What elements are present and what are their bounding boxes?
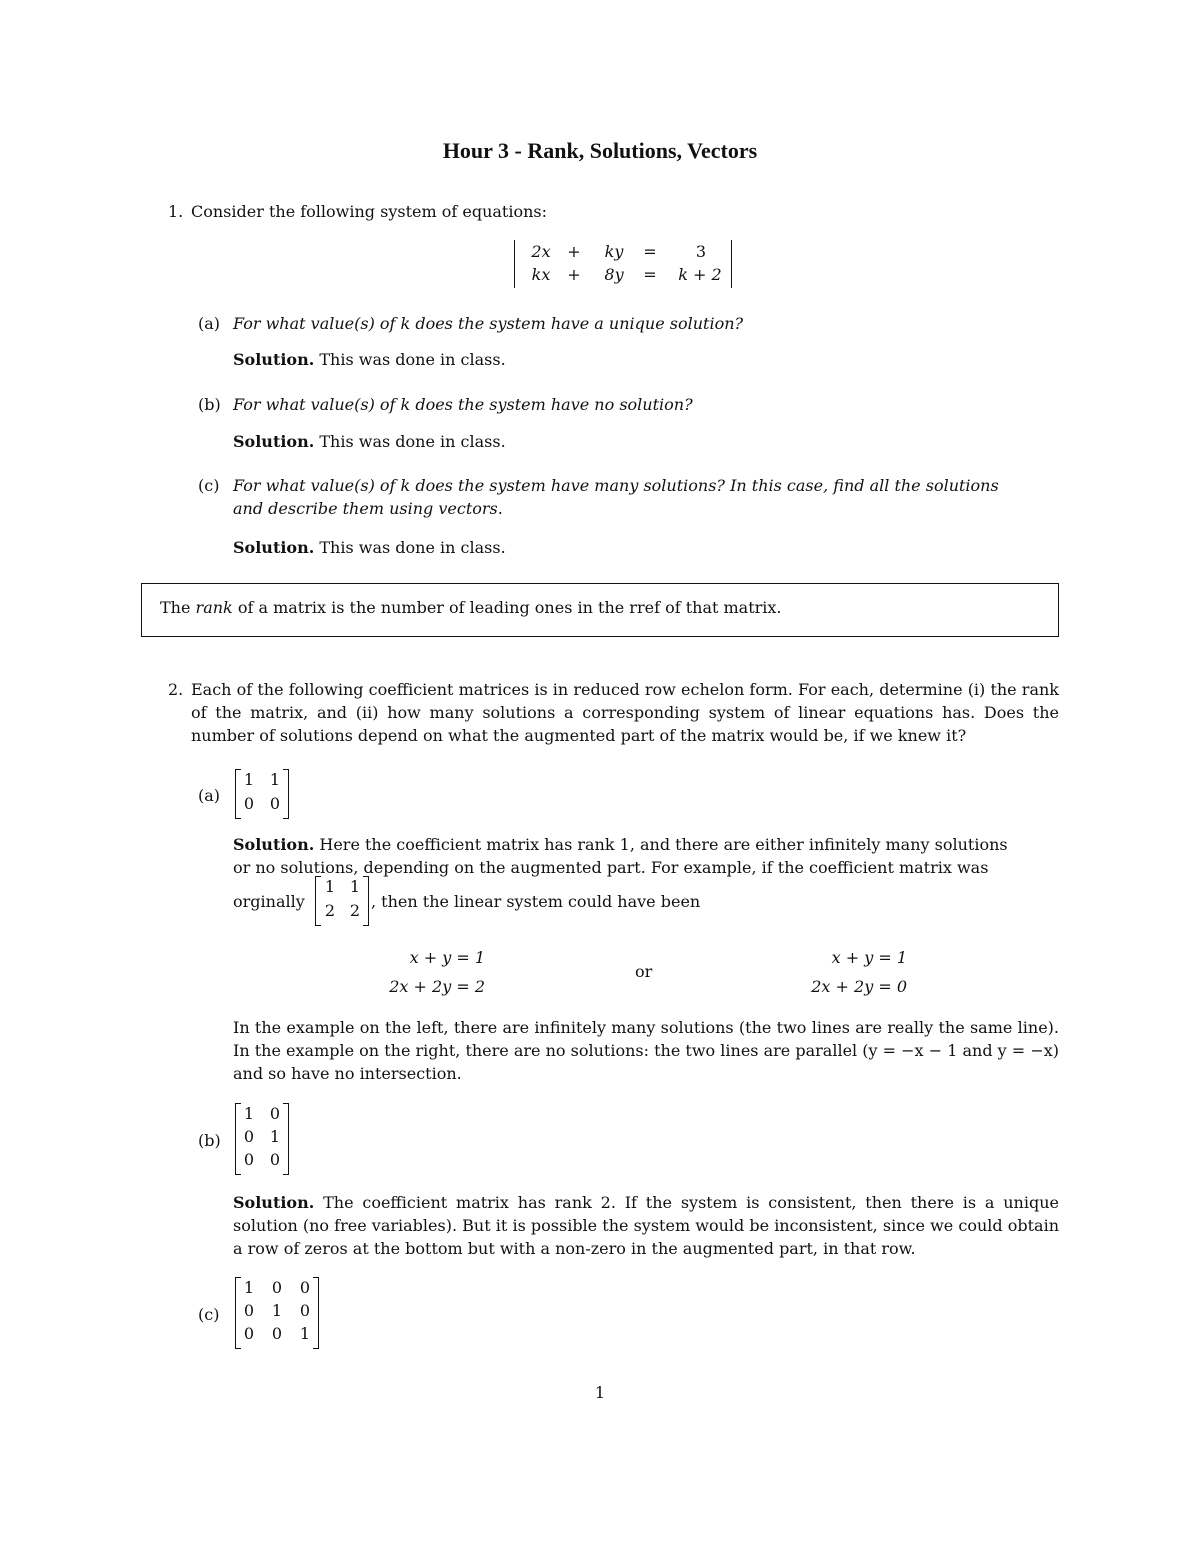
left-equation-2: 2x + 2y = 2	[389, 977, 485, 996]
solution-text: This was done in class.	[319, 432, 506, 451]
matrix-cell: 1	[299, 1324, 311, 1343]
matrix-cell: 0	[271, 1278, 283, 1297]
system-cell: kx	[531, 265, 551, 284]
matrix-cell: 0	[243, 1150, 255, 1169]
part-2b-label: (b)	[198, 1131, 221, 1150]
matrix-cell: 1	[349, 877, 361, 896]
system-cell: =	[643, 242, 657, 261]
system-cell: =	[643, 265, 657, 284]
matrix-cell: 0	[243, 1127, 255, 1146]
problem-2-intro: Each of the following coefficient matrices is in reduced row echelon form. For each, determine (i) the rank of the matrix, and (ii) how many solutions a corresponding system of linear equations has. Does the number of solutions depend on what the augmented part of the matrix would be, if we knew it?	[191, 680, 1059, 745]
matrix-cell: 1	[269, 770, 281, 789]
part-2a-solution-line1	[233, 833, 1008, 856]
page-title: Hour 3 - Rank, Solutions, Vectors	[442, 138, 758, 163]
right-equation-2: 2x + 2y = 0	[811, 977, 907, 996]
system-cell: +	[567, 265, 581, 284]
definition-text	[160, 598, 782, 617]
system-cell: 8y	[604, 265, 624, 284]
part-1a-solution	[233, 348, 506, 371]
orig-post-text: , then the linear system could have been	[371, 892, 701, 911]
system-left-bar	[514, 240, 515, 288]
definition-term: rank	[195, 598, 233, 617]
system-cell: 2x	[531, 242, 551, 261]
matrix-cell: 2	[324, 901, 336, 920]
solution-text: This was done in class.	[319, 350, 506, 369]
matrix-cell: 0	[299, 1301, 311, 1320]
part-1b-label: (b)	[198, 395, 221, 414]
solution-heading: Solution.	[233, 538, 315, 557]
part-1b-question: For what value(s) of k does the system have no solution?	[233, 395, 693, 414]
matrix-cell: 2	[349, 901, 361, 920]
matrix-cell: 0	[271, 1324, 283, 1343]
page-number: 1	[594, 1383, 606, 1402]
right-equation-1: x + y = 1	[831, 948, 907, 967]
problem-1-intro: Consider the following system of equations:	[191, 202, 548, 221]
part-2a-label: (a)	[198, 786, 221, 805]
solution-heading: Solution.	[233, 835, 315, 854]
problem-2-number: 2.	[168, 680, 184, 699]
part-1c-solution	[233, 536, 506, 559]
matrix-cell: 0	[299, 1278, 311, 1297]
matrix-cell: 0	[269, 1150, 281, 1169]
or-text: or	[635, 962, 653, 981]
matrix-cell: 1	[243, 1278, 255, 1297]
part-2a-explanation: In the example on the left, there are infinitely many solutions (the two lines are really the same line). In the example on the right, there are no solutions: the two lines are parallel (y = −x − 1 and y = −x) and so have no intersection.	[233, 1018, 1059, 1083]
system-cell: 3	[695, 242, 707, 261]
part-1b-solution	[233, 430, 506, 453]
matrix-cell: 0	[243, 1301, 255, 1320]
solution-heading: Solution.	[233, 350, 315, 369]
part-1a-label: (a)	[198, 314, 221, 333]
orig-pre-text: orginally	[233, 892, 305, 911]
definition-pre: The	[160, 598, 191, 617]
left-equation-1: x + y = 1	[409, 948, 485, 967]
problem-1-number: 1.	[168, 202, 184, 221]
matrix-cell: 1	[271, 1301, 283, 1320]
system-cell: +	[567, 242, 581, 261]
part-2c-label: (c)	[198, 1305, 220, 1324]
matrix-cell: 0	[243, 1324, 255, 1343]
system-cell: ky	[604, 242, 624, 261]
matrix-cell: 0	[243, 794, 255, 813]
matrix-cell: 1	[243, 770, 255, 789]
solution-text: Here the coefficient matrix has rank 1, and there are either infinitely many solutions	[319, 835, 1008, 854]
matrix-cell: 1	[269, 1127, 281, 1146]
definition-box	[141, 583, 1059, 637]
part-1a-question: For what value(s) of k does the system have a unique solution?	[233, 314, 744, 333]
part-1c-question-line1: For what value(s) of k does the system have many solutions? In this case, find all the solutions	[233, 476, 999, 495]
matrix-cell: 1	[324, 877, 336, 896]
solution-text: The coefficient matrix has rank 2. If the system is consistent, then there is a unique solution (no free variables). But it is possible the system would be inconsistent, since we could obtain a row of zeros at the bottom but with a non-zero in the augmented part, in that row.	[233, 1193, 1059, 1258]
system-cell: k + 2	[678, 265, 722, 284]
part-1c-question-line2: and describe them using vectors.	[233, 499, 503, 518]
part-2a-solution-line2: or no solutions, depending on the augmented part. For example, if the coefficient matrix was	[233, 858, 989, 877]
part-1c-label: (c)	[198, 476, 220, 495]
solution-text: This was done in class.	[319, 538, 506, 557]
definition-post: of a matrix is the number of leading ones in the rref of that matrix.	[237, 598, 782, 617]
solution-heading: Solution.	[233, 432, 315, 451]
part-2b-solution	[233, 1191, 1059, 1260]
matrix-cell: 0	[269, 1104, 281, 1123]
matrix-cell: 1	[243, 1104, 255, 1123]
solution-heading: Solution.	[233, 1193, 315, 1212]
matrix-cell: 0	[269, 794, 281, 813]
system-right-bar	[731, 240, 732, 288]
